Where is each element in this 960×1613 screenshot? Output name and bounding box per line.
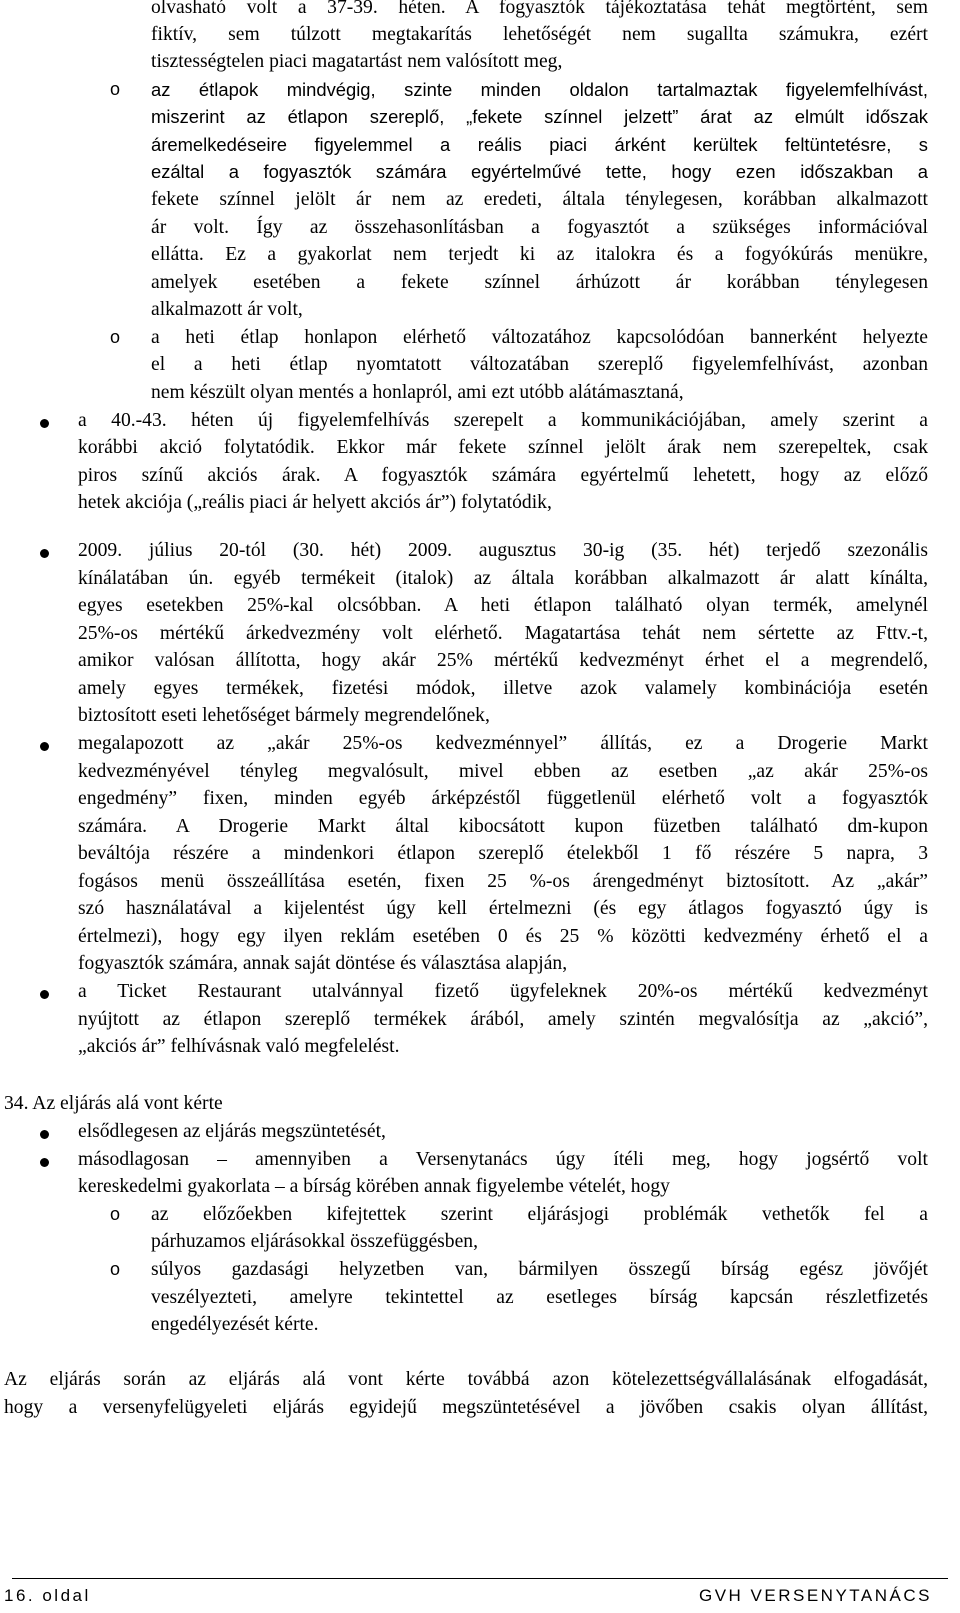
text-line: kereskedelmi gyakorlata – a bírság körében annak figyelembe vételét, hogy [78,1176,670,1197]
text-line: amely egyes termékek, fizetési módok, illetve azok valamely kombinációja esetén [78,678,928,699]
text-line: kedvezményével tényleg megvalósult, mivel ebben az esetben „az akár 25%-os [78,761,928,782]
text-line: ellátta. Ez a gyakorlat nem terjedt ki az italokra és a fogyókúrás menükre, [151,244,928,265]
section-heading: 34. Az eljárás alá vont kérte [4,1093,223,1114]
text-line: áremelkedéseire figyelemmel a reális piaci árként kerültek feltüntetésre, s [151,134,928,155]
text-line: a Ticket Restaurant utalvánnyal fizető ügyfeleknek 20%-os mértékű kedvezményt [78,981,928,1002]
text-line: el a heti étlap nyomtatott változatában szereplő figyelemfelhívást, azonban [151,354,928,375]
text-line: az előzőekben kifejtettek szerint eljárásjogi problémák vethetők fel a [151,1204,928,1225]
text-line: olvasható volt a 37-39. héten. A fogyasztók tájékoztatása tehát megtörtént, sem [151,0,928,18]
text-line: fekete színnel jelölt ár nem az eredeti, általa ténylegesen, korábban alkalmazott [151,189,928,210]
sub-bullet-marker: o [110,1204,121,1224]
text-line: alkalmazott ár volt, [151,299,303,320]
text-line: engedélyezését kérte. [151,1314,319,1335]
text-line: „akciós ár” felhívásnak való megfelelést. [78,1036,400,1057]
text-line: az étlapok mindvégig, szinte minden oldalon tartalmaztak figyelemfelhívást, [151,79,928,100]
text-line: biztosított eseti lehetőséget bármely megrendelőnek, [78,705,490,726]
text-line: nyújtott az étlapon szereplő termékek árából, amely szintén megvalósítja az „akció”, [78,1009,928,1030]
text-line: veszélyezteti, amelyre tekintettel az esetleges bírság kapcsán részletfizetés [151,1287,928,1308]
text-line: elsődlegesen az eljárás megszüntetését, [78,1121,386,1142]
text-line: engedmény” fixen, minden egyéb árképzéstől függetlenül elérhető volt a fogyasztók [78,788,928,809]
text-line: Az eljárás során az eljárás alá vont kérte továbbá azon kötelezettségvállalásának elfogadását, [4,1369,928,1390]
text-line: ár volt. Így az összehasonlításban a fogyasztót a szükséges információval [151,217,928,238]
text-line: a heti étlap honlapon elérhető változatához kapcsolódóan bannerként helyezte [151,327,928,348]
sub-bullet-marker: o [110,79,121,99]
bullet-icon [40,1158,49,1167]
text-line: kínálatában ún. egyéb termékeit (italok) az általa korábban alkalmazott ár alatt kínálta, [78,568,928,589]
footer-divider [12,1578,948,1579]
text-line: amikor valósan állította, hogy akár 25% mértékű kedvezményt érhet el a megrendelő, [78,650,928,671]
text-line: szó használatával a kijelentést úgy kell értelmezni (és egy átlagos fogyasztó úgy is [78,898,928,919]
text-line: értelmezi), hogy egy ilyen reklám esetében 0 és 25 % közötti kedvezmény érhető el a [78,926,928,947]
text-line: párhuzamos eljárásokkal összefüggésben, [151,1231,478,1252]
text-line: egyes esetekben 25%-kal olcsóbban. A heti étlapon található olyan termék, amelynél [78,595,928,616]
text-line: korábbi akció folytatódik. Ekkor már fekete színnel jelölt árak nem szerepeltek, csak [78,437,928,458]
text-line: ezáltal a fogyasztók számára egyértelművé tette, hogy ezen időszakban a [151,161,928,182]
bullet-icon [40,742,49,751]
footer-org: GVH VERSENYTANÁCS [698,1586,932,1605]
text-line: fiktív, sem túlzott megtakarítás lehetőségét nem sugallta számukra, ezért [151,24,928,45]
bullet-icon [40,549,49,558]
sub-bullet-marker: o [110,327,121,347]
text-line: beváltója részére a mindenkori étlapon szereplő ételekből 1 fő részére 5 napra, 3 [78,843,928,864]
text-line: hetek akciója („reális piaci ár helyett akciós ár”) folytatódik, [78,492,552,513]
bullet-icon [40,1130,49,1139]
bullet-icon [40,990,49,999]
text-line: 25%-os mértékű árkedvezmény volt elérhető. Magatartása tehát nem sértette az Fttv.-t, [78,623,928,644]
text-line: fogyasztók számára, annak saját döntése és választása alapján, [78,953,568,974]
text-line: hogy a versenyfelügyeleti eljárás egyidejű megszüntetésével a jövőben csakis olyan állítást, [4,1397,928,1418]
text-line: tisztességtelen piaci magatartást nem valósított meg, [151,51,563,72]
sub-bullet-marker: o [110,1259,121,1279]
text-line: számára. A Drogerie Markt által kibocsátott kupon füzetben található dm-kupon [78,816,928,837]
text-line: miszerint az étlapon szereplő, „fekete színnel jelzett” árat az elmúlt időszak [151,106,928,127]
text-line: megalapozott az „akár 25%-os kedvezménnyel” állítás, ez a Drogerie Markt [78,733,928,754]
text-line: 2009. július 20-tól (30. hét) 2009. augusztus 30-ig (35. hét) terjedő szezonális [78,540,928,561]
page-number: 16. oldal [4,1586,91,1605]
text-line: súlyos gazdasági helyzetben van, bármilyen összegű bírság egész jövőjét [151,1259,928,1280]
text-line: fogásos menü összeállítása esetén, fixen 25 %-os árengedményt biztosított. Az „akár” [78,871,928,892]
bullet-icon [40,419,49,428]
text-line: nem készült olyan mentés a honlapról, ami ezt utóbb alátámasztaná, [151,382,684,403]
text-line: amelyek esetében a fekete színnel árhúzott ár korábban ténylegesen [151,272,928,293]
text-line: a 40.-43. héten új figyelemfelhívás szerepelt a kommunikációjában, amely szerint a [78,410,928,431]
text-line: másodlagosan – amennyiben a Versenytanács úgy ítéli meg, hogy jogsértő volt [78,1149,928,1170]
text-line: piros színű akciós árak. A fogyasztók számára egyértelmű lehetett, hogy az előző [78,465,928,486]
